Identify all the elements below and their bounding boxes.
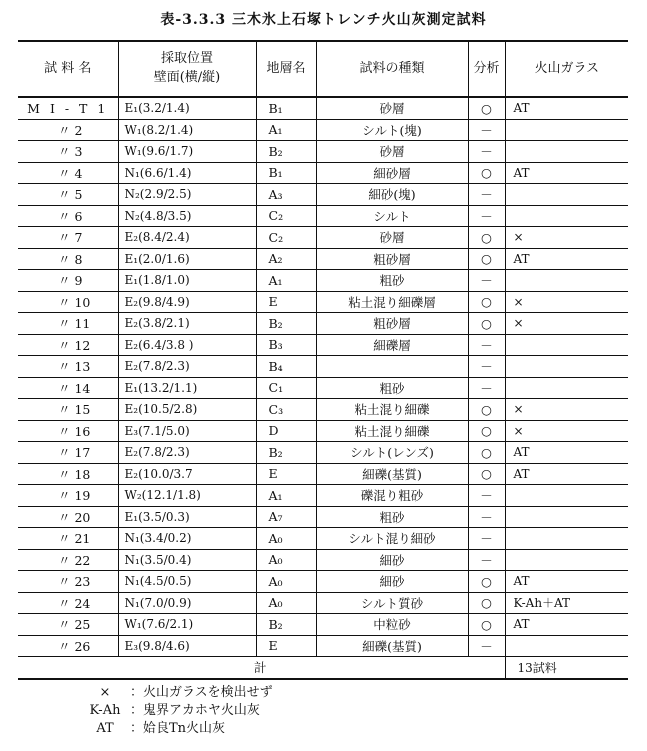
sample-type-cell: 細礫(基質) — [316, 635, 468, 657]
header-analysis: 分析 — [468, 41, 505, 97]
sample-name-cell: 〃 9 — [18, 270, 118, 292]
header-sample-name: 試 料 名 — [18, 41, 118, 97]
table-row — [18, 141, 628, 163]
table-body — [18, 97, 628, 657]
sample-type-cell: 細砂(塊) — [316, 184, 468, 206]
location-cell: E₂(9.8/4.9) — [118, 291, 256, 313]
sample-type-cell: シルト — [316, 205, 468, 227]
legend-item — [86, 684, 273, 702]
volcanic-glass-cell: K-Ah＋AT — [505, 592, 628, 614]
layer-cell: D — [256, 420, 316, 442]
layer-cell: E — [256, 291, 316, 313]
sample-name-cell: 〃 21 — [18, 528, 118, 550]
analysis-cell: ○ — [468, 614, 505, 636]
location-cell: N₂(4.8/3.5) — [118, 205, 256, 227]
table-row — [18, 592, 628, 614]
sample-name-cell: 〃 8 — [18, 248, 118, 270]
legend-item — [86, 720, 273, 738]
sample-type-cell: シルト(レンズ) — [316, 442, 468, 464]
legend-key: × — [99, 685, 111, 700]
analysis-cell: ○ — [468, 291, 505, 313]
sample-name-cell: 〃 14 — [18, 377, 118, 399]
location-cell: N₁(4.5/0.5) — [118, 571, 256, 593]
layer-cell: B₃ — [256, 334, 316, 356]
volcanic-glass-cell — [505, 205, 628, 227]
header-layer: 地層名 — [256, 41, 316, 97]
sample-type-cell: 粘土混り細礫層 — [316, 291, 468, 313]
analysis-cell: ○ — [468, 399, 505, 421]
layer-cell: A₀ — [256, 528, 316, 550]
sample-type-cell: 粘土混り細礫 — [316, 420, 468, 442]
table-row — [18, 97, 628, 119]
analysis-cell: － — [468, 270, 505, 292]
analysis-cell: － — [468, 184, 505, 206]
location-cell: N₂(2.9/2.5) — [118, 184, 256, 206]
analysis-cell: － — [468, 506, 505, 528]
location-cell: W₁(9.6/1.7) — [118, 141, 256, 163]
volcanic-glass-cell — [505, 549, 628, 571]
table-row — [18, 506, 628, 528]
layer-cell: C₂ — [256, 205, 316, 227]
analysis-cell: ○ — [468, 571, 505, 593]
layer-cell: B₂ — [256, 141, 316, 163]
sample-type-cell: 細砂 — [316, 549, 468, 571]
table-row — [18, 571, 628, 593]
volcanic-glass-cell: AT — [505, 442, 628, 464]
location-cell: E₂(7.8/2.3) — [118, 356, 256, 378]
sample-type-cell: 砂層 — [316, 227, 468, 249]
location-cell: E₂(10.0/3.7 — [118, 463, 256, 485]
layer-cell: B₂ — [256, 442, 316, 464]
layer-cell: B₁ — [256, 162, 316, 184]
table-row — [18, 399, 628, 421]
table-row — [18, 549, 628, 571]
location-cell: E₁(13.2/1.1) — [118, 377, 256, 399]
location-cell: N₁(7.0/0.9) — [118, 592, 256, 614]
sample-name-cell: 〃 13 — [18, 356, 118, 378]
location-cell: E₂(8.4/2.4) — [118, 227, 256, 249]
volcanic-glass-cell: AT — [505, 97, 628, 119]
table-row — [18, 377, 628, 399]
sample-name-cell: 〃 12 — [18, 334, 118, 356]
sample-name-cell: M I - T 1 — [18, 97, 118, 119]
volcanic-glass-cell: × — [505, 313, 628, 335]
sample-type-cell: シルト混り細砂 — [316, 528, 468, 550]
analysis-cell: ○ — [468, 313, 505, 335]
location-cell: E₁(3.5/0.3) — [118, 506, 256, 528]
layer-cell: A₃ — [256, 184, 316, 206]
volcanic-glass-cell — [505, 184, 628, 206]
table-row — [18, 614, 628, 636]
sample-name-cell: 〃 23 — [18, 571, 118, 593]
sample-name-cell: 〃 16 — [18, 420, 118, 442]
sample-name-cell: 〃 10 — [18, 291, 118, 313]
table-row — [18, 119, 628, 141]
location-cell: N₁(3.5/0.4) — [118, 549, 256, 571]
volcanic-glass-cell — [505, 635, 628, 657]
volcanic-glass-cell — [505, 506, 628, 528]
sample-name-cell: 〃 11 — [18, 313, 118, 335]
sample-name-cell: 〃 22 — [18, 549, 118, 571]
sample-name-cell: 〃 24 — [18, 592, 118, 614]
volcanic-glass-cell — [505, 485, 628, 507]
table-row — [18, 356, 628, 378]
analysis-cell: － — [468, 356, 505, 378]
volcanic-glass-cell: AT — [505, 162, 628, 184]
sample-name-cell: 〃 17 — [18, 442, 118, 464]
analysis-cell: ○ — [468, 227, 505, 249]
layer-cell: A₁ — [256, 119, 316, 141]
table-row — [18, 485, 628, 507]
location-cell: N₁(6.6/1.4) — [118, 162, 256, 184]
location-cell: E₃(7.1/5.0) — [118, 420, 256, 442]
volcanic-glass-cell — [505, 377, 628, 399]
table-row — [18, 162, 628, 184]
location-cell: E₂(3.8/2.1) — [118, 313, 256, 335]
table-row — [18, 528, 628, 550]
volcanic-glass-cell — [505, 334, 628, 356]
table-title: 表-3.3.3 三木氷上石塚トレンチ火山灰測定試料 — [160, 12, 487, 28]
analysis-cell: － — [468, 549, 505, 571]
sample-type-cell: 粗砂層 — [316, 248, 468, 270]
table-row — [18, 227, 628, 249]
sample-type-cell: 粗砂 — [316, 377, 468, 399]
location-cell: N₁(3.4/0.2) — [118, 528, 256, 550]
analysis-cell: ○ — [468, 162, 505, 184]
header-sample-type: 試料の種類 — [316, 41, 468, 97]
analysis-cell: － — [468, 334, 505, 356]
analysis-cell: － — [468, 377, 505, 399]
layer-cell: A₀ — [256, 592, 316, 614]
table-row — [18, 205, 628, 227]
layer-cell: E — [256, 635, 316, 657]
table-row — [18, 248, 628, 270]
sample-type-cell: 細礫(基質) — [316, 463, 468, 485]
sample-table — [18, 40, 628, 680]
layer-cell: A₁ — [256, 270, 316, 292]
sample-name-cell: 〃 4 — [18, 162, 118, 184]
sample-name-cell: 〃 7 — [18, 227, 118, 249]
location-cell: E₂(10.5/2.8) — [118, 399, 256, 421]
legend-description: ：鬼界アカホヤ火山灰 — [130, 703, 260, 718]
legend-key: AT — [96, 721, 114, 736]
layer-cell: C₃ — [256, 399, 316, 421]
volcanic-glass-cell — [505, 528, 628, 550]
table-row — [18, 291, 628, 313]
volcanic-glass-cell — [505, 141, 628, 163]
volcanic-glass-cell: AT — [505, 571, 628, 593]
analysis-cell: ○ — [468, 442, 505, 464]
sample-type-cell: 粗砂 — [316, 506, 468, 528]
layer-cell: A₀ — [256, 549, 316, 571]
volcanic-glass-cell: AT — [505, 463, 628, 485]
sample-type-cell: 細礫層 — [316, 334, 468, 356]
layer-cell: C₁ — [256, 377, 316, 399]
layer-cell: A₀ — [256, 571, 316, 593]
sample-name-cell: 〃 6 — [18, 205, 118, 227]
header-row — [18, 41, 628, 97]
volcanic-glass-cell — [505, 119, 628, 141]
layer-cell: A₇ — [256, 506, 316, 528]
legend — [86, 684, 273, 738]
header-volcanic-glass: 火山ガラス — [505, 41, 628, 97]
location-cell: E₁(3.2/1.4) — [118, 97, 256, 119]
sample-name-cell: 〃 2 — [18, 119, 118, 141]
sample-type-cell: 細砂 — [316, 571, 468, 593]
analysis-cell: ○ — [468, 592, 505, 614]
sample-type-cell: 砂層 — [316, 97, 468, 119]
layer-cell: A₂ — [256, 248, 316, 270]
sample-type-cell: 粘土混り細礫 — [316, 399, 468, 421]
volcanic-glass-cell: AT — [505, 248, 628, 270]
table-row — [18, 313, 628, 335]
sample-type-cell: シルト(塊) — [316, 119, 468, 141]
volcanic-glass-cell: × — [505, 227, 628, 249]
layer-cell: A₁ — [256, 485, 316, 507]
layer-cell: E — [256, 463, 316, 485]
location-cell: W₂(12.1/1.8) — [118, 485, 256, 507]
sample-type-cell: 粗砂 — [316, 270, 468, 292]
sample-name-cell: 〃 15 — [18, 399, 118, 421]
volcanic-glass-cell: AT — [505, 614, 628, 636]
sample-name-cell: 〃 19 — [18, 485, 118, 507]
layer-cell: B₂ — [256, 614, 316, 636]
layer-cell: C₂ — [256, 227, 316, 249]
location-cell: W₁(7.6/2.1) — [118, 614, 256, 636]
analysis-cell: － — [468, 205, 505, 227]
volcanic-glass-cell: × — [505, 399, 628, 421]
analysis-cell: ○ — [468, 463, 505, 485]
layer-cell: B₄ — [256, 356, 316, 378]
layer-cell: B₂ — [256, 313, 316, 335]
volcanic-glass-cell — [505, 270, 628, 292]
analysis-cell: ○ — [468, 420, 505, 442]
header-location-line1: 採取位置 — [160, 51, 213, 67]
analysis-cell: ○ — [468, 97, 505, 119]
analysis-cell: － — [468, 141, 505, 163]
sample-name-cell: 〃 20 — [18, 506, 118, 528]
legend-description: ：姶良Tn火山灰 — [130, 721, 226, 736]
analysis-cell: － — [468, 485, 505, 507]
analysis-cell: － — [468, 528, 505, 550]
header-location-line2: 壁面(横/縦) — [153, 70, 221, 85]
location-cell: E₂(7.8/2.3) — [118, 442, 256, 464]
analysis-cell: ○ — [468, 248, 505, 270]
total-value: 13試料 — [505, 657, 628, 679]
analysis-cell: － — [468, 119, 505, 141]
location-cell: E₁(2.0/1.6) — [118, 248, 256, 270]
legend-item — [86, 702, 273, 720]
table-row — [18, 420, 628, 442]
volcanic-glass-cell: × — [505, 420, 628, 442]
sample-name-cell: 〃 26 — [18, 635, 118, 657]
sample-type-cell: 礫混り粗砂 — [316, 485, 468, 507]
legend-key: K-Ah — [89, 703, 121, 718]
legend-description: ：火山ガラスを検出せず — [130, 685, 273, 700]
location-cell: E₂(6.4/3.8 ) — [118, 334, 256, 356]
header-location — [118, 41, 256, 97]
table-row — [18, 334, 628, 356]
table-row — [18, 442, 628, 464]
sample-name-cell: 〃 5 — [18, 184, 118, 206]
total-label: 計 — [18, 657, 505, 679]
location-cell: E₃(9.8/4.6) — [118, 635, 256, 657]
volcanic-glass-cell: × — [505, 291, 628, 313]
sample-type-cell: 中粒砂 — [316, 614, 468, 636]
table-row — [18, 635, 628, 657]
sample-type-cell: シルト質砂 — [316, 592, 468, 614]
location-cell: E₁(1.8/1.0) — [118, 270, 256, 292]
table-row — [18, 270, 628, 292]
volcanic-glass-cell — [505, 356, 628, 378]
table-row — [18, 184, 628, 206]
sample-name-cell: 〃 3 — [18, 141, 118, 163]
sample-name-cell: 〃 18 — [18, 463, 118, 485]
layer-cell: B₁ — [256, 97, 316, 119]
sample-name-cell: 〃 25 — [18, 614, 118, 636]
sample-type-cell: 砂層 — [316, 141, 468, 163]
sample-type-cell: 粗砂層 — [316, 313, 468, 335]
location-cell: W₁(8.2/1.4) — [118, 119, 256, 141]
sample-type-cell — [316, 356, 468, 378]
sample-type-cell: 細砂層 — [316, 162, 468, 184]
total-row — [18, 657, 628, 679]
table-row — [18, 463, 628, 485]
analysis-cell: － — [468, 635, 505, 657]
